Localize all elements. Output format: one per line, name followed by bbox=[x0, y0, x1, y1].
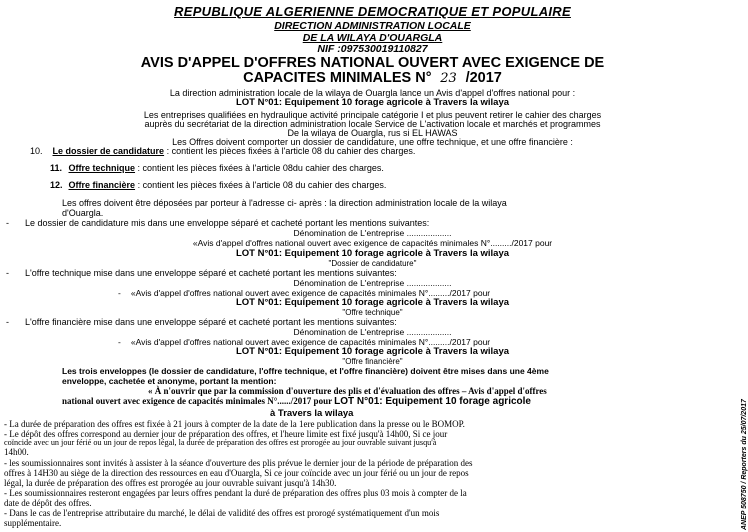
financiere-denomination: Dénomination de L'entreprise ................... bbox=[293, 327, 452, 337]
financiere-label: "Offre financière" bbox=[342, 357, 403, 366]
republic-heading: REPUBLIQUE ALGERIENNE DEMOCRATIQUE ET POPULAIRE bbox=[174, 4, 571, 19]
side-note-text: ANEP 508750 / Reporters du 25/07/2017 bbox=[741, 399, 748, 530]
dossier-label: "Dossier de candidature" bbox=[328, 259, 417, 268]
envelopes-line-4 bbox=[62, 397, 531, 407]
item-financiere bbox=[50, 181, 386, 190]
technique-lot: LOT N°01: Equipement 10 forage agricole à Travers la wilaya bbox=[235, 297, 510, 308]
side-note bbox=[731, 399, 748, 530]
dossier-denomination: Dénomination de L'entreprise ................... bbox=[293, 228, 452, 238]
bullet: - bbox=[118, 288, 121, 298]
eligibility-line-4: Les Offres doivent comporter un dossier de candidature, une offre technique, et une offre financière : bbox=[172, 137, 573, 147]
deposit-line-2: d'Ouargla. bbox=[62, 208, 104, 218]
wilaya-heading: DE LA WILAYA D'OUARGLA bbox=[302, 32, 443, 44]
envelopes-line-2: enveloppe, cachetée et anonyme, portant la mention: bbox=[62, 376, 277, 386]
envelopes-mention: national ouvert avec exigence de capacités minimales N°....../2017 pour bbox=[62, 396, 335, 406]
intro-line: La direction administration locale de la wilaya de Ouargla lance un Avis d'appel d'offres national pour : bbox=[169, 88, 576, 98]
item-text: : contient les pièces fixées à l'article 08du cahier des charges. bbox=[137, 163, 384, 173]
condition-line: date de dépôt des offres. bbox=[4, 498, 92, 508]
notice-title-line2 bbox=[0, 71, 745, 86]
item-number: 12. bbox=[50, 180, 63, 190]
envelopes-lot: LOT N°01: Equipement 10 forage agricole bbox=[334, 396, 531, 407]
eligibility-line-3: De la wilaya de Ouargla, rus si EL HAWAS bbox=[287, 128, 458, 138]
eligibility-line-2: auprès du secrétariat de la direction administration locale Service de L'activation locale et marchés et programmes bbox=[144, 119, 601, 129]
financiere-dash: - bbox=[6, 317, 9, 327]
dossier-intro: Le dossier de candidature mis dans une enveloppe séparé et cacheté portant les mentions suivantes: bbox=[25, 218, 430, 228]
financiere-lot: LOT N°01: Equipement 10 forage agricole à Travers la wilaya bbox=[235, 346, 510, 357]
avis-text: «Avis d'appel d'offres national ouvert avec exigence de capacités minimales N°........./2017 pour bbox=[130, 337, 491, 347]
envelopes-line-3: « À n'ouvrir que par la commission d'ouverture des plis et d'évaluation des offres – Avis d'appel d'offres bbox=[148, 386, 547, 396]
envelopes-line-1: Les trois enveloppes (le dossier de candidature, l'offre technique, et l'offre financière) doivent être mises dans une 4ème bbox=[62, 366, 549, 376]
technique-denomination: Dénomination de L'entreprise ................... bbox=[293, 278, 452, 288]
condition-line: - Les soumissionnaires resteront engagées par leurs offres pendant la duré de préparation des offres plus 03 mois à compter de la bbox=[4, 488, 467, 498]
item-label: Offre technique bbox=[68, 163, 136, 173]
financiere-intro: L'offre financière mise dans une enveloppe séparé et cacheté portant les mentions suivantes: bbox=[25, 317, 397, 327]
technique-dash: - bbox=[6, 268, 9, 278]
condition-line: - Dans le cas de l'entreprise attributaire du marché, le délai de validité des offres est prorogé systématiquement d'un mois bbox=[4, 508, 440, 518]
technique-label: "Offre technique" bbox=[342, 308, 403, 317]
condition-line: - La durée de préparation des offres est fixée à 21 jours à compter de la date de la 1ere publication dans la presse ou le BOMOP. bbox=[4, 419, 465, 429]
dossier-lot: LOT N°01: Equipement 10 forage agricole à Travers la wilaya bbox=[235, 248, 510, 259]
dossier-avis: «Avis d'appel d'offres national ouvert avec exigence de capacités minimales N°........./2017 pour bbox=[192, 238, 553, 248]
technique-intro: L'offre technique mise dans une enveloppe séparé et cacheté portant les mentions suivantes: bbox=[25, 268, 397, 278]
dossier-dash: - bbox=[6, 218, 9, 228]
condition-line: supplémentaire. bbox=[4, 518, 62, 528]
item-dossier bbox=[30, 147, 415, 156]
item-text: : contient les pièces fixées à l'article 08 du cahier des charges. bbox=[137, 180, 387, 190]
eligibility-line-1: Les entreprises qualifiées en hydraulique activité principale catégorie I et plus peuvent retirer le cahier des charges bbox=[143, 110, 602, 120]
condition-line: légal, la durée de préparation des offres est prorogée au jour ouvrable suivant jusqu'à 14h30. bbox=[4, 478, 337, 488]
notice-title-line1: AVIS D'APPEL D'OFFRES NATIONAL OUVERT AVEC EXIGENCE DE bbox=[140, 55, 605, 71]
direction-heading: DIRECTION ADMINISTRATION LOCALE bbox=[274, 20, 471, 32]
avis-text: «Avis d'appel d'offres national ouvert avec exigence de capacités minimales N°........./2017 pour bbox=[130, 288, 491, 298]
item-technique bbox=[50, 164, 384, 173]
item-number: 11. bbox=[50, 163, 63, 173]
handwritten-number: 23 bbox=[440, 71, 457, 86]
condition-line: 14h00. bbox=[4, 447, 29, 457]
nif-number: NIF :097530019110827 bbox=[317, 43, 428, 55]
intro-lot: LOT N°01: Equipement 10 forage agricole à Travers la wilaya bbox=[235, 97, 510, 108]
item-number: 10. bbox=[30, 146, 43, 156]
envelopes-line-5: à Travers la wilaya bbox=[270, 408, 354, 419]
item-text: : contient les pièces fixées à l'article 08 du cahier des charges. bbox=[166, 146, 416, 156]
condition-line: coïncide avec un jour férié ou un jour de repos légal, la durée de préparation des offres est prorogée au jour ouvrable suivant jusqu'à bbox=[4, 438, 437, 447]
deposit-line-1: Les offres doivent être déposées par porteur à l'adresse ci- après : la direction administration locale de la wilaya bbox=[62, 198, 507, 208]
condition-line: - les soumissionnaires sont invités à assister à la séance d'ouverture des plis prévue le dernier jour de la période de préparation des bbox=[4, 458, 473, 468]
condition-line: - Le dépôt des offres correspond au dernier jour de préparation des offres, et l'heure limite est fixé jusqu'à 14h00, Si ce jour bbox=[4, 429, 448, 439]
title-year: /2017 bbox=[465, 70, 502, 86]
item-label: Offre financière bbox=[68, 180, 136, 190]
item-label: Le dossier de candidature bbox=[52, 146, 165, 156]
bullet: - bbox=[118, 337, 121, 347]
condition-line: offres à 14H30 au siège de la direction des ressources en eau d'Ouargla, Si ce jour coïncide avec un jour férié ou un jour de repos bbox=[4, 468, 469, 478]
title-text: CAPACITES MINIMALES N° bbox=[243, 70, 432, 86]
